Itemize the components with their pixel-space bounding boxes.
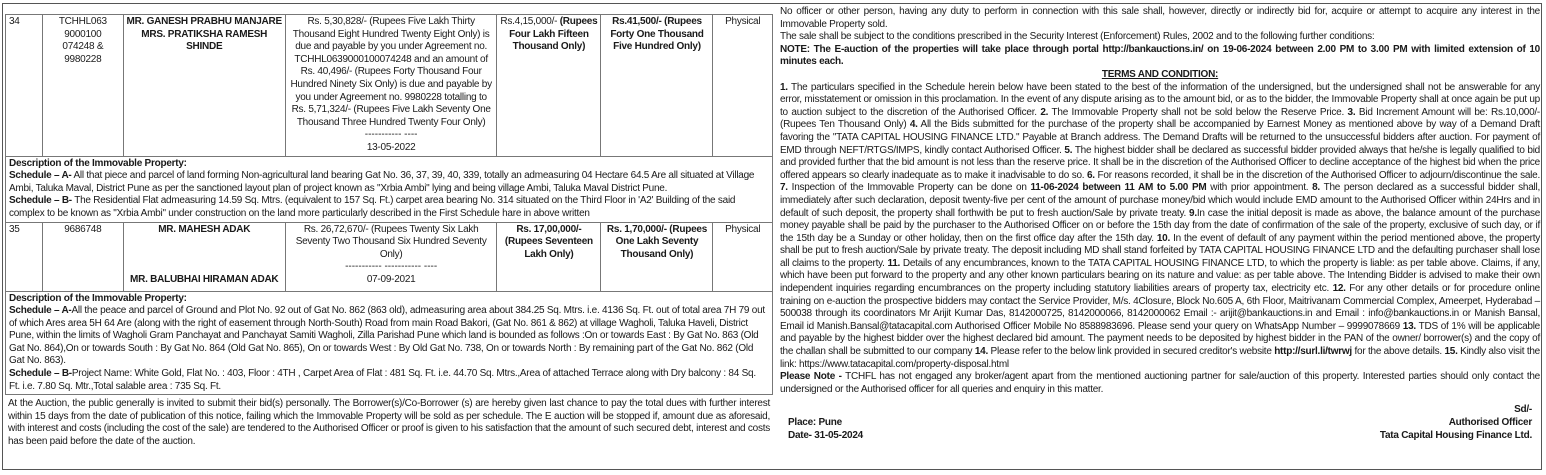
signature-block bbox=[780, 404, 1540, 442]
term-text: In the event of default of any payment within the period mentioned above, the property shall be put to fresh auction/Sale by private treaty. The deposit including MD shall stand forfeited by TATA CAPITAL HOUSING FINANCE LTD and the defaulting purchaser shall lose all claims to the property. bbox=[780, 232, 1540, 269]
term-emphasis: 9. bbox=[1189, 207, 1197, 219]
company-name: Tata Capital Housing Finance Ltd. bbox=[1379, 429, 1532, 441]
serial-number: 34 bbox=[6, 15, 43, 157]
schedule-b bbox=[9, 368, 769, 393]
term-emphasis: 4. bbox=[909, 119, 918, 131]
schedule-a-text: All that piece and parcel of land forming Non-agricultural land bearing Gat No. 36, 37, 39, 40, 339, totally an admeasuring 04 Hectare 64.5 Are all situated at Village Ambi, Taluka Maval, District Pune as per the sanctioned layout plan of project known as "Xrbia Ambi" lying and being village Ambi, Taluka Maval District Pune. bbox=[9, 170, 755, 194]
loan-number-line: TCHHL063 bbox=[58, 16, 107, 27]
sale-conditions-intro: The sale shall be subject to the conditions prescribed in the Security Interest (Enforcement) Rules, 2002 and to the following further conditions: bbox=[780, 31, 1375, 43]
borrower-name: MRS. PRATIKSHA RAMESH SHINDE bbox=[141, 28, 268, 53]
possession-type: Physical bbox=[713, 15, 773, 157]
signature-sd: Sd/- bbox=[1514, 404, 1532, 416]
property-table-section bbox=[5, 14, 773, 449]
term-emphasis: 6. bbox=[1087, 169, 1095, 181]
loan-number-line: 9000100 bbox=[64, 28, 102, 40]
officer-bid-clause: No officer or other person, having any duty to perform in connection with this sale shall, however, directly or indirectly bid for, acquire or attempt to acquire any interest in the Immovable Property sold. bbox=[780, 6, 1540, 30]
term-emphasis: 15. bbox=[1444, 346, 1458, 358]
term-text: Please refer to the below link provided in secured creditor's website bbox=[988, 346, 1275, 358]
demand-date: 07-09-2021 bbox=[366, 273, 416, 285]
schedule-b-text: Project Name: White Gold, Flat No. : 403, Floor : 4TH , Carpet Area of Flat : 481 Sq. Ft. i.e. 44.70 Sq. Mtrs.,Area of attached Terrace along with Dry balcony : 84 Sq. Ft. i.e. 7.80 Sq. Mtr.,Total salable area : 735 Sq. Ft. bbox=[9, 368, 756, 392]
reserve-price bbox=[497, 222, 601, 291]
emd-amount: Rs.41,500/- (Rupees Forty One Thousand Five Hundred Only) bbox=[601, 15, 713, 157]
property-description-row bbox=[6, 291, 773, 395]
term-emphasis: 1. bbox=[780, 81, 788, 93]
serial-number: 35 bbox=[6, 222, 43, 291]
borrower-names bbox=[123, 15, 285, 157]
reserve-price-words: Rs. 17,00,000/- (Rupees Seventeen Lakh Only) bbox=[504, 223, 593, 260]
table-row bbox=[6, 15, 773, 157]
term-emphasis: 11-06-2024 between 11 AM to 5.00 PM bbox=[1030, 182, 1207, 194]
officer-title: Authorised Officer bbox=[1448, 417, 1532, 428]
terms-title: TERMS AND CONDITION: bbox=[1101, 68, 1219, 80]
term-text: The particulars specified in the Schedule herein below have been stated to the best of the information of the undersigned, but the undersigned shall not be answerable for any error, misstatement or omission in this proclamation. In the event of any dispute arising as to the amount bid, or as to the bidder, the Immovable Property shall at once again be put up to auction subject to the discretion of the Authorised Officer. bbox=[780, 81, 1540, 118]
description-title: Description of the Immovable Property: bbox=[9, 292, 187, 304]
schedule-a-text: All the peace and parcel of Ground and Plot No. 92 out of Gat No. 862 (863 old), admeasuring area about 384.25 Sq. Mtrs. i.e. 4136 Sq. Ft. out of total area 7H 79 out of which Ares area 5H 64 Are (along with the right of easement through North-South) Road from main Road Bakori, (Gat No. 861 & 862) at village Wagholi, Taluka Haveli, District Pune, within the limits of Wagholi Gram Panchayat and Panchayat Samiti Wagholi, Zilla Parishad Pune which land is bounded as follows :On or towards East : By Gat No. 863 (Old Gat No. 864),On or towards South : By Gat No. 864 (Old Gat No. 865), On or towards West : By Old Gat No. 738, On or towards North : By remaining part of the Gat No. 862 (Old Gat No. 863). bbox=[9, 305, 765, 367]
term-emphasis: 11. bbox=[887, 257, 901, 269]
reserve-price-words: (Rupees Four Lakh Fifteen Thousand Only) bbox=[509, 16, 598, 53]
loan-number bbox=[43, 15, 123, 157]
outstanding-amount bbox=[285, 222, 496, 291]
possession-type: Physical bbox=[713, 222, 773, 291]
term-emphasis: 2. bbox=[1040, 106, 1049, 118]
divider-dash: ----------- ---- bbox=[364, 129, 418, 141]
property-description bbox=[6, 156, 773, 222]
term-text: Kindly also visit the link: https://www.tatacapital.com/property-disposal.html bbox=[780, 346, 1540, 370]
schedule-b-label: Schedule – B- bbox=[9, 195, 72, 207]
term-text: The Immovable Property shall not be sold below the Reserve Price. bbox=[1048, 106, 1348, 118]
term-emphasis: 7. bbox=[780, 182, 788, 194]
outstanding-amount bbox=[285, 15, 496, 157]
loan-number-line: 074248 & bbox=[62, 41, 104, 53]
term-text: In case the initial deposit is made as above, the balance amount of the purchase money payable shall be paid by the purchaser to the Authorised Officer on or before the 15th day from the date of confirmation of the sale of the property, exclusive of such day, or if the 15th day be a Sunday or other holiday, then on the first office day after the 15th day. bbox=[780, 207, 1540, 244]
borrower-name: MR. MAHESH ADAK bbox=[158, 223, 251, 235]
term-emphasis: 10. bbox=[1156, 232, 1171, 244]
term-emphasis: 8. bbox=[1312, 182, 1320, 194]
terms-section bbox=[780, 6, 1540, 442]
demand-date: 13-05-2022 bbox=[366, 141, 416, 153]
divider-dash: ----------- ----------- ---- bbox=[345, 261, 438, 273]
table-row bbox=[6, 222, 773, 291]
notice-date: Date- 31-05-2024 bbox=[788, 429, 863, 441]
schedule-b-text: The Residential Flat admeasuring 14.59 Sq. Mtrs. (equivalent to 157 Sq. Ft.) carpet area bearing No. 314 situated on the Third Floor in 'A2' Building of the said complex to be known as "Xrbia Ambi" under construction on the land more particularly described in the First Schedule hare in above written bbox=[9, 195, 736, 219]
term-text: for the above details. bbox=[1351, 346, 1445, 358]
term-text: For reasons recorded, it shall be in the discretion of the Authorised Officer to adjourn/discontinue the sale. bbox=[1094, 169, 1540, 181]
amount-text: Rs. 26,72,670/- (Rupees Twenty Six Lakh Seventy Two Thousand Six Hundred Seventy Only) bbox=[295, 223, 487, 260]
term-text: Inspection of the Immovable Property can be done on bbox=[787, 182, 1031, 194]
term-emphasis: 13. bbox=[1402, 320, 1416, 332]
schedule-b bbox=[9, 195, 769, 220]
term-text: All the Bids submitted for the purchase of the property shall be accompanied by Earnest Money as mentioned above by way of a Demand Draft favoring the "TATA CAPITAL HOUSING FINANCE LTD." Payable at Branch address. The Demand Drafts will be returned to the unsuccessful bidders after auction. For payment of EMD through NEFT/RTGS/IMPS, kindly contact Authorised Officer. bbox=[780, 119, 1541, 156]
please-note-text: TCHFL has not engaged any broker/agent apart from the mentioned auctioning partner for sale/auction of this property. Interested parties should only contact the undersigned or the Authorised officer for all queries and enquiry in this matter. bbox=[780, 371, 1540, 395]
term-text: with prior appointment. bbox=[1206, 182, 1313, 194]
term-text: For any other details or for procedure online training on e-auction the prospective bidders may contact the Service Provider, M/s. 4Closure, Block No.605 A, 6th Floor, Maitrivanam Commercial Complex, Ameerpet, Hyderabad – 500038 through its coordinators Mr Arijit Kumar Das, 8142000725, 8142000066, 8142000062 Email :- arijit@bankauctions.in and Email : info@bankauctions.in or Manish Bansal, Email id Manish.Bansal@tatacapital.com Authorised Officer Mobile No 8588983696. Please send your query on WhatsApp Number – 9999078669 bbox=[780, 283, 1540, 332]
borrower-names bbox=[123, 222, 285, 291]
amount-text: Rs. 5,30,828/- (Rupees Five Lakh Thirty Thousand Eight Hundred Twenty Eight Only) is due and payable by you under Agreement no. TCHHL0639000100074248 and an amount of Rs. 40,496/- (Rupees Forty Thousand Four Hundred Ninety Six Only) is due and payable by you under Agreement no. 9980228 totalling to Rs. 5,71,324/- (Rupees Five Lakh Seventy One Thousand Three Hundred Twenty Four Only) bbox=[290, 16, 492, 128]
property-description bbox=[6, 291, 773, 395]
loan-number-line: 9980228 bbox=[64, 53, 102, 65]
term-text: The person declared as a successful bidder shall, immediately after such declaration, deposit twenty-five per cent of the amount of purchase money/bid which would include EMD amount to the Authorised Officer within 24Hrs and in default of such deposit, the property shall forthwith be put to fresh auction/Sale by private treaty. bbox=[780, 182, 1540, 219]
term-emphasis: 5. bbox=[1064, 144, 1073, 156]
e-auction-note: NOTE: The E-auction of the properties will take place through portal http://bankauctions.in/ on 19-06-2024 between 2.00 PM to 3.00 PM with limited extension of 10 minutes each. bbox=[780, 43, 1540, 68]
term-emphasis: 14. bbox=[974, 346, 989, 358]
place: Place: Pune bbox=[788, 417, 842, 428]
auction-note: At the Auction, the public generally is invited to submit their bid(s) personally. The Borrower(s)/Co-Borrower (s) are hereby given last chance to pay the total dues with further interest within 15 days from the date of publication of this notice, failing which the Immovable Property will be sold as per schedule. The E auction will be stopped if, amount due as aforesaid, with interest and costs (including the cost of the sale) are tendered to the Authorised Officer or proof is given to his satisfaction that the amount of such secured debt, interest and costs has been paid before the date of the auction. bbox=[8, 398, 770, 448]
term-text: Details of any encumbrances, known to the TATA CAPITAL HOUSING FINANCE LTD, to which the property is liable: as per table above. Claims, if any, which have been put forward to the property and any other known particulars bearing on its nature and value: as per table above. The Intending Bidder is advised to make their own independent inquiries regarding encumbrances on the property including statutory liabilities arears of property tax, electricity etc. bbox=[780, 257, 1540, 295]
borrower-name: MR. GANESH PRABHU MANJARE bbox=[126, 16, 282, 27]
term-text: Bid Increment Amount will be: Rs.10,000/- (Rupees Ten Thousand Only) bbox=[780, 106, 1540, 131]
term-text: The highest bidder shall be declared as successful bidder provided always that he/she is legally qualified to bid and provided further that the bid amount is not less than the reserve price. It shall be in the discretion of the Authorised Officer to decline acceptance of the highest bid when the price offered appears so clearly inadequate as to make it inadvisable to do so. bbox=[780, 144, 1540, 181]
property-table bbox=[5, 14, 773, 395]
schedule-a-label: Schedule – A- bbox=[9, 305, 72, 317]
please-note bbox=[780, 371, 1540, 396]
term-text: TDS of 1% will be applicable and payable by the highest bidder over the highest declared bid amount. The payment needs to be deposited by highest bidder in the PAN of the owner/ borrower(s) and the copy of the challan shall be submitted to our company bbox=[780, 320, 1540, 358]
term-emphasis: http://surl.li/twrwj bbox=[1274, 346, 1352, 358]
schedule-b-label: Schedule – B- bbox=[9, 368, 72, 380]
emd-amount: Rs. 1,70,000/- (Rupees One Lakh Seventy Thousand Only) bbox=[601, 222, 713, 291]
please-note-label: Please Note - bbox=[780, 371, 842, 383]
reserve-price bbox=[497, 15, 601, 157]
schedule-a bbox=[9, 170, 769, 195]
loan-number bbox=[43, 222, 123, 291]
term-emphasis: 12. bbox=[1332, 283, 1346, 295]
schedule-a-label: Schedule – A- bbox=[9, 170, 72, 182]
reserve-price-amount: Rs.4,15,000/- bbox=[500, 16, 560, 27]
term-emphasis: 3. bbox=[1347, 106, 1356, 118]
terms-paragraph bbox=[780, 82, 1540, 372]
property-description-row bbox=[6, 156, 773, 222]
borrower-name: MR. BALUBHAI HIRAMAN ADAK bbox=[130, 274, 279, 286]
schedule-a bbox=[9, 305, 769, 368]
loan-number-line: 9686748 bbox=[64, 223, 102, 235]
description-title: Description of the Immovable Property: bbox=[9, 157, 187, 169]
